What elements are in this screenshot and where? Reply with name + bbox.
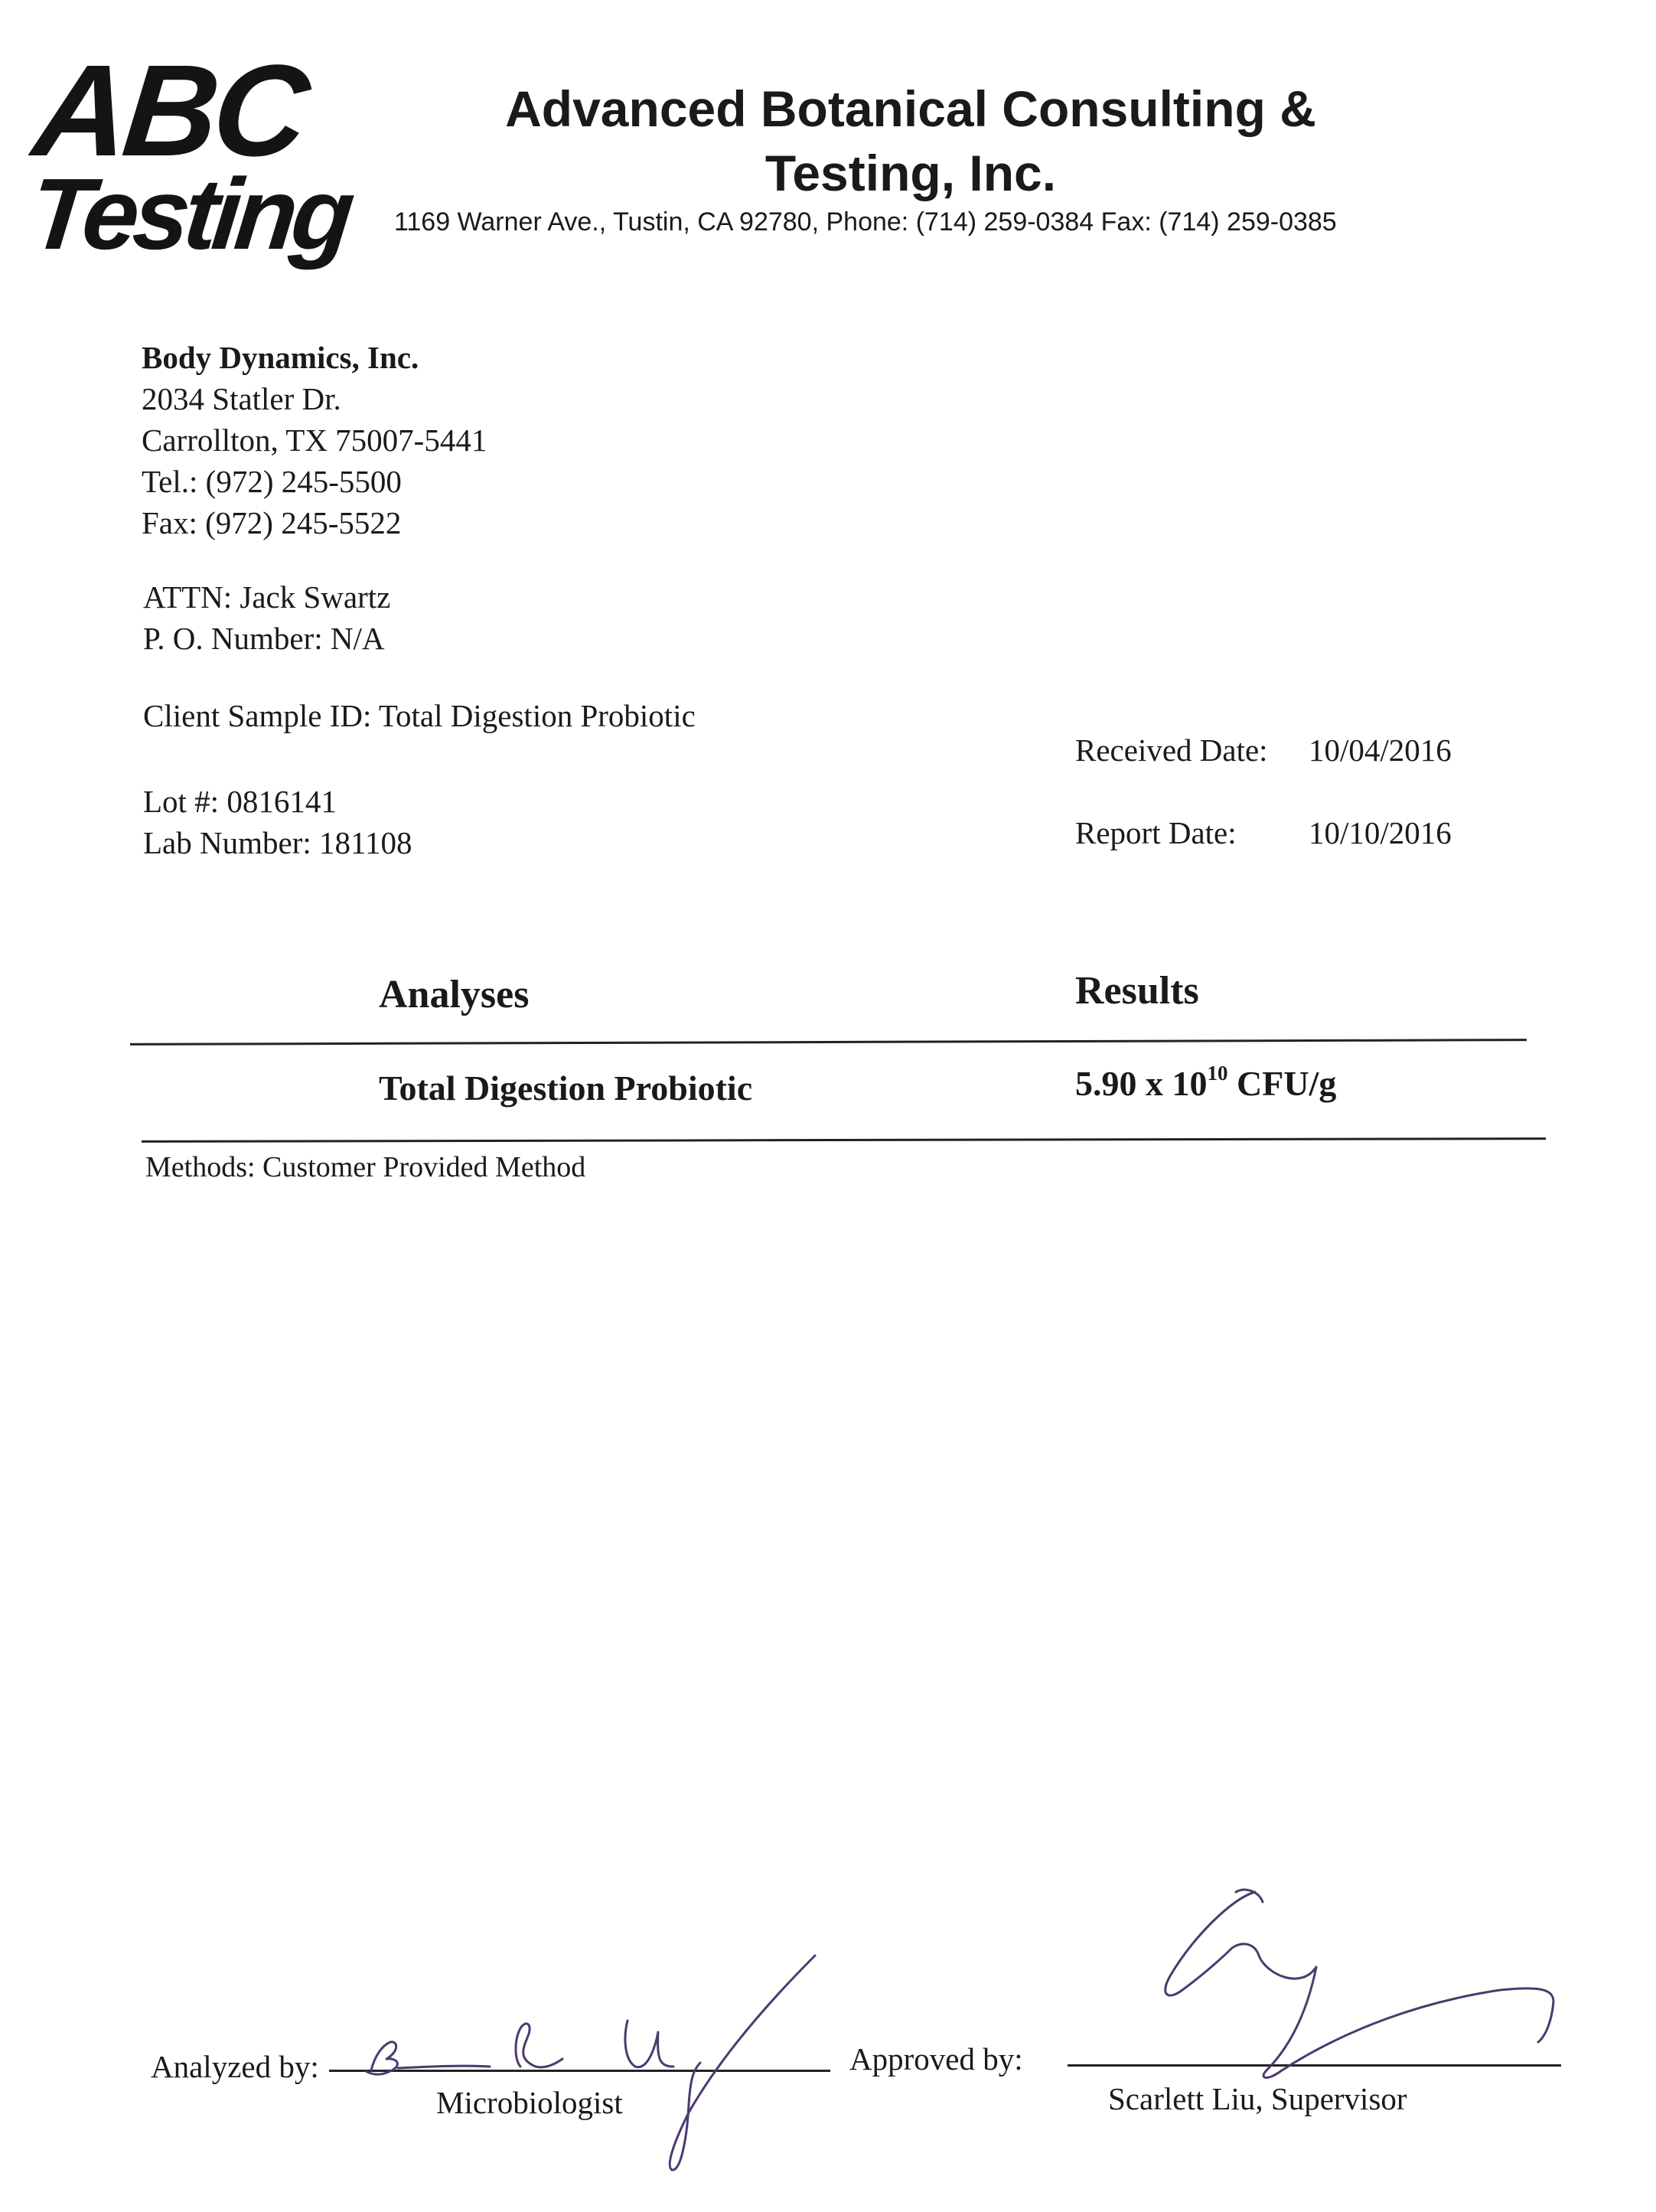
report-date-value: 10/10/2016	[1309, 815, 1452, 850]
client-street: 2034 Statler Dr.	[142, 381, 341, 416]
approver-signature-stroke	[1165, 1892, 1316, 1995]
client-name: Body Dynamics, Inc.	[142, 340, 419, 375]
client-city: Carrollton, TX 75007-5441	[142, 422, 487, 458]
approver-signature-stroke	[1236, 1890, 1263, 1902]
analyst-signature-stroke	[516, 2024, 562, 2067]
table-bottom-divider	[142, 1137, 1546, 1143]
company-address: 1169 Warner Ave., Tustin, CA 92780, Phone: (714) 259-0384 Fax: (714) 259-0385	[394, 207, 1337, 237]
dates-block	[1075, 729, 1452, 895]
lot-number: Lot #: 0816141	[143, 784, 337, 819]
result-unit: CFU/g	[1227, 1064, 1337, 1103]
analyst-signature-stroke	[625, 2021, 673, 2067]
approved-signature-line	[1068, 2064, 1561, 2067]
attn-line: ATTN: Jack Swartz	[143, 579, 391, 615]
client-fax: Fax: (972) 245-5522	[142, 505, 402, 540]
received-date-value: 10/04/2016	[1309, 732, 1452, 768]
analyzed-signature-line	[329, 2070, 830, 2072]
table-header-divider	[130, 1039, 1527, 1046]
received-date-label: Received Date:	[1075, 732, 1268, 768]
po-number: P. O. Number: N/A	[143, 621, 385, 656]
logo-text-testing: Testing	[24, 158, 355, 270]
company-name: Advanced Botanical Consulting & Testing, Inc.	[505, 80, 1316, 201]
analyst-title: Microbiologist	[436, 2085, 623, 2120]
analyst-signature-stroke	[670, 1956, 815, 2170]
analyses-column-header: Analyses	[379, 973, 530, 1016]
results-column-header: Results	[1075, 969, 1199, 1013]
abc-testing-logo	[24, 38, 355, 276]
analysis-result	[1075, 1062, 1336, 1105]
result-base: 5.90 x 10	[1075, 1064, 1208, 1103]
approver-signature-stroke	[1263, 1967, 1553, 2077]
lab-number: Lab Number: 181108	[143, 825, 412, 860]
report-date-row	[1075, 812, 1452, 895]
approver-title: Scarlett Liu, Supervisor	[1108, 2081, 1407, 2116]
client-tel: Tel.: (972) 245-5500	[142, 464, 402, 499]
report-date-label: Report Date:	[1075, 815, 1237, 850]
lot-info-block	[143, 781, 412, 863]
analyzed-by-label: Analyzed by:	[151, 2049, 319, 2084]
logo-text-abc: ABC	[28, 38, 311, 184]
attention-block	[143, 576, 390, 659]
result-exponent: 10	[1207, 1062, 1228, 1085]
client-sample-id: Client Sample ID: Total Digestion Probiotic	[143, 698, 696, 733]
analysis-name: Total Digestion Probiotic	[379, 1068, 753, 1108]
received-date-row	[1075, 729, 1452, 812]
client-address-block	[142, 337, 487, 543]
approved-by-label: Approved by:	[849, 2041, 1023, 2077]
methods-note: Methods: Customer Provided Method	[145, 1151, 586, 1183]
